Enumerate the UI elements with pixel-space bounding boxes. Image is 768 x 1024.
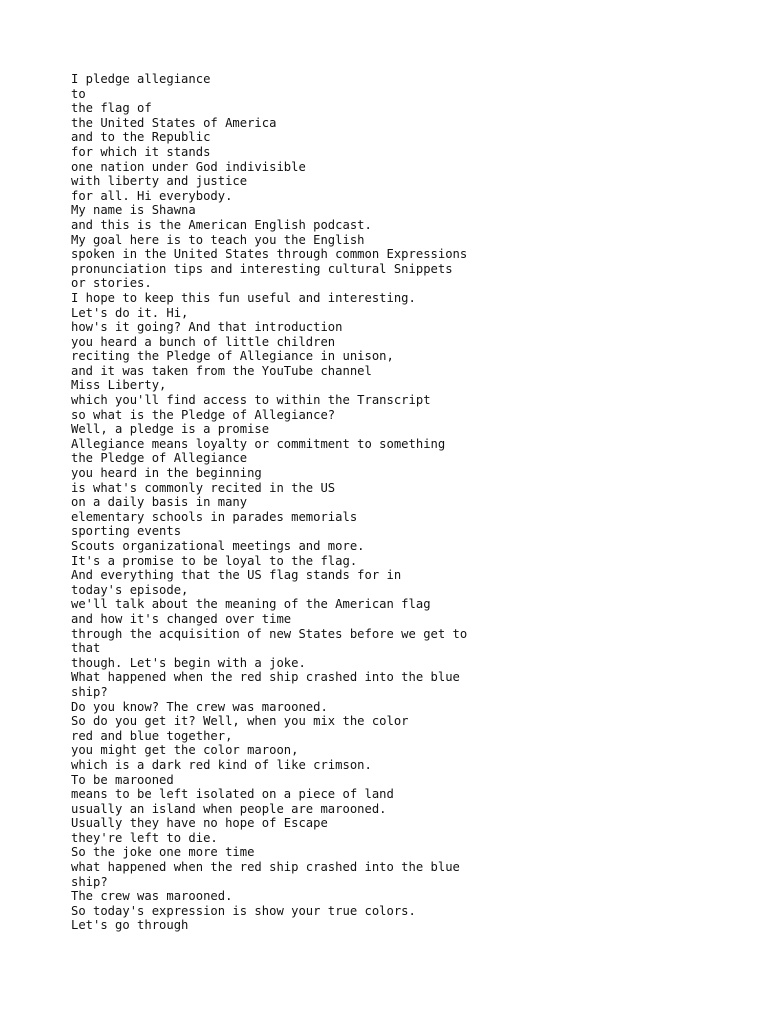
text-line: elementary schools in parades memorials (71, 509, 358, 524)
text-line: My goal here is to teach you the English (71, 232, 365, 247)
text-line: reciting the Pledge of Allegiance in unison, (71, 349, 394, 364)
text-line: ship? (71, 684, 108, 699)
text-line: red and blue together, (71, 728, 233, 743)
text-line: through the acquisition of new States before we get to (71, 626, 468, 641)
text-line: My name is Shawna (71, 203, 196, 218)
text-line: and how it's changed over time (71, 611, 292, 626)
text-line: for all. Hi everybody. (71, 188, 233, 203)
text-line: and it was taken from the YouTube channel (71, 363, 372, 378)
text-line: spoken in the United States through common Expressions (71, 247, 468, 262)
text-line: usually an island when people are marooned. (71, 801, 387, 816)
text-line: to (71, 86, 86, 101)
text-line: or stories. (71, 276, 152, 291)
text-line: means to be left isolated on a piece of land (71, 787, 394, 802)
text-line: on a daily basis in many (71, 495, 248, 510)
text-line: with liberty and justice (71, 174, 248, 189)
text-line: what happened when the red ship crashed into the blue (71, 860, 460, 875)
text-line: Allegiance means loyalty or commitment to something (71, 436, 446, 451)
text-line: sporting events (71, 524, 182, 539)
text-line: Miss Liberty, (71, 378, 167, 393)
text-line: Scouts organizational meetings and more. (71, 539, 365, 553)
text-line: how's it going? And that introduction (71, 320, 343, 335)
text-line: Usually they have no hope of Escape (71, 816, 328, 831)
text-line: which is a dark red kind of like crimson. (71, 757, 372, 772)
text-line: I hope to keep this fun useful and interesting. (71, 290, 416, 305)
text-line: I pledge allegiance (71, 72, 211, 86)
text-line: one nation under God indivisible (71, 159, 306, 174)
text-line: you heard a bunch of little children (71, 334, 336, 349)
text-line: The crew was marooned. (71, 889, 233, 904)
text-line: which you'll find access to within the Transcript (71, 393, 431, 408)
text-line: So the joke one more time (71, 845, 255, 860)
text-line: So today's expression is show your true colors. (71, 903, 416, 918)
text-line: the flag of (71, 101, 152, 116)
text-line: the Pledge of Allegiance (71, 451, 248, 466)
text-line: So do you get it? Well, when you mix the color (71, 714, 409, 729)
text-line: the United States of America (71, 115, 277, 130)
transcript-page (71, 72, 751, 933)
text-line: pronunciation tips and interesting cultural Snippets (71, 261, 453, 276)
text-line: you might get the color maroon, (71, 743, 299, 758)
text-line: so what is the Pledge of Allegiance? (71, 407, 336, 422)
text-line: we'll talk about the meaning of the American flag (71, 597, 431, 612)
text-line: and to the Republic (71, 130, 211, 145)
text-line: Do you know? The crew was marooned. (71, 699, 328, 714)
text-line: you heard in the beginning (71, 466, 262, 481)
text-line: today's episode, (71, 582, 189, 597)
text-line: It's a promise to be loyal to the flag. (71, 553, 358, 568)
text-line: Let's go through (71, 918, 189, 933)
text-line: And everything that the US flag stands for in (71, 568, 402, 583)
text-line: To be marooned (71, 772, 174, 787)
text-line: and this is the American English podcast. (71, 217, 372, 232)
text-line: Let's do it. Hi, (71, 305, 189, 320)
text-line: for which it stands (71, 144, 211, 159)
text-line: Well, a pledge is a promise (71, 422, 270, 437)
text-line: What happened when the red ship crashed into the blue (71, 670, 460, 685)
text-line: though. Let's begin with a joke. (71, 655, 306, 670)
text-line: that (71, 641, 101, 656)
text-line: they're left to die. (71, 830, 218, 845)
text-line: is what's commonly recited in the US (71, 480, 336, 495)
text-line: ship? (71, 874, 108, 889)
